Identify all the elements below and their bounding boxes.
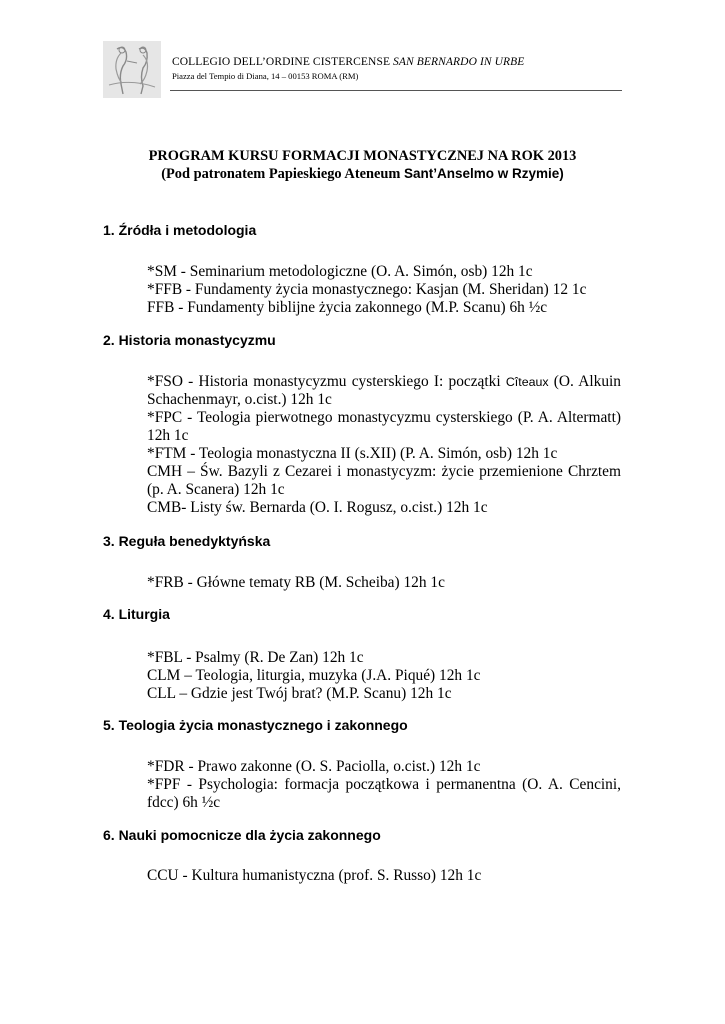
college-name-plain: COLLEGIO DELL’ORDINE CISTERCENSE bbox=[172, 56, 394, 68]
course-entry: CLM – Teologia, liturgia, muzyka (J.A. Piqué) 12h 1c bbox=[147, 667, 481, 684]
section-entries-2 bbox=[147, 373, 621, 517]
course-entry: *FPC - Teologia pierwotnego monastycyzmu cysterskiego (P. A. Altermatt) 12h 1c bbox=[147, 409, 621, 444]
course-entry: FFB - Fundamenty biblijne życia zakonnego (M.P. Scanu) 6h ½c bbox=[147, 299, 548, 316]
course-entry: *FDR - Prawo zakonne (O. S. Paciolla, o.cist.) 12h 1c bbox=[147, 758, 481, 775]
course-entry: *SM - Seminarium metodologiczne (O. A. Simón, osb) 12h 1c bbox=[147, 263, 533, 280]
subtitle-part1: (Pod patronatem Papieskiego Ateneum bbox=[161, 166, 404, 182]
section-entries-6 bbox=[147, 867, 621, 885]
college-address: Piazza del Tempio di Diana, 14 – 00153 ROMA (RM) bbox=[172, 71, 359, 81]
course-entry: CCU - Kultura humanistyczna (prof. S. Russo) 12h 1c bbox=[147, 867, 482, 884]
section-heading-1: 1. Źródła i metodologia bbox=[103, 222, 257, 238]
course-entry-text: (O. Alkuin Schachenmayr, o.cist.) 12h 1c bbox=[147, 373, 622, 408]
section-heading-3: 3. Reguła benedyktyńska bbox=[103, 533, 271, 549]
course-entry: *FRB - Główne tematy RB (M. Scheiba) 12h 1c bbox=[147, 574, 445, 591]
college-name bbox=[172, 56, 524, 68]
course-entry: CMH – Św. Bazyli z Cezarei i monastycyzm: życie przemienione Chrztem (p. A. Scanera) 12h 1c bbox=[147, 463, 621, 498]
subtitle-part2: Sant’Anselmo w Rzymie) bbox=[403, 166, 564, 181]
section-entries-3 bbox=[147, 574, 621, 592]
course-entry bbox=[147, 373, 621, 409]
header-divider bbox=[170, 90, 622, 91]
course-entry-place: Cîteaux bbox=[505, 375, 549, 389]
monks-emblem-icon bbox=[103, 41, 161, 98]
course-entry: *FPF - Psychologia: formacja początkowa i permanentna (O. A. Cencini, fdcc) 6h ½c bbox=[147, 776, 621, 811]
course-entry: *FBL - Psalmy (R. De Zan) 12h 1c bbox=[147, 649, 364, 666]
section-entries-4 bbox=[147, 649, 621, 703]
college-name-italic: SAN BERNARDO IN URBE bbox=[393, 56, 525, 68]
section-heading-4: 4. Liturgia bbox=[103, 606, 170, 622]
course-entry: *FFB - Fundamenty życia monastycznego: Kasjan (M. Sheridan) 12 1c bbox=[147, 281, 587, 298]
section-heading-2: 2. Historia monastycyzmu bbox=[103, 332, 276, 348]
document-subtitle bbox=[0, 166, 725, 183]
college-logo bbox=[103, 41, 161, 98]
course-entry: CLL – Gdzie jest Twój brat? (M.P. Scanu) 12h 1c bbox=[147, 685, 452, 702]
section-heading-5: 5. Teologia życia monastycznego i zakonnego bbox=[103, 717, 408, 733]
course-entry: *FTM - Teologia monastyczna II (s.XII) (P. A. Simón, osb) 12h 1c bbox=[147, 445, 558, 462]
section-entries-5 bbox=[147, 758, 621, 812]
document-title: PROGRAM KURSU FORMACJI MONASTYCZNEJ NA ROK 2013 bbox=[148, 148, 577, 164]
course-entry-text: *FSO - Historia monastycyzmu cysterskiego I: początki bbox=[147, 373, 506, 390]
course-entry: CMB- Listy św. Bernarda (O. I. Rogusz, o.cist.) 12h 1c bbox=[147, 499, 488, 516]
section-heading-6: 6. Nauki pomocnicze dla życia zakonnego bbox=[103, 827, 381, 843]
section-entries-1 bbox=[147, 263, 621, 317]
